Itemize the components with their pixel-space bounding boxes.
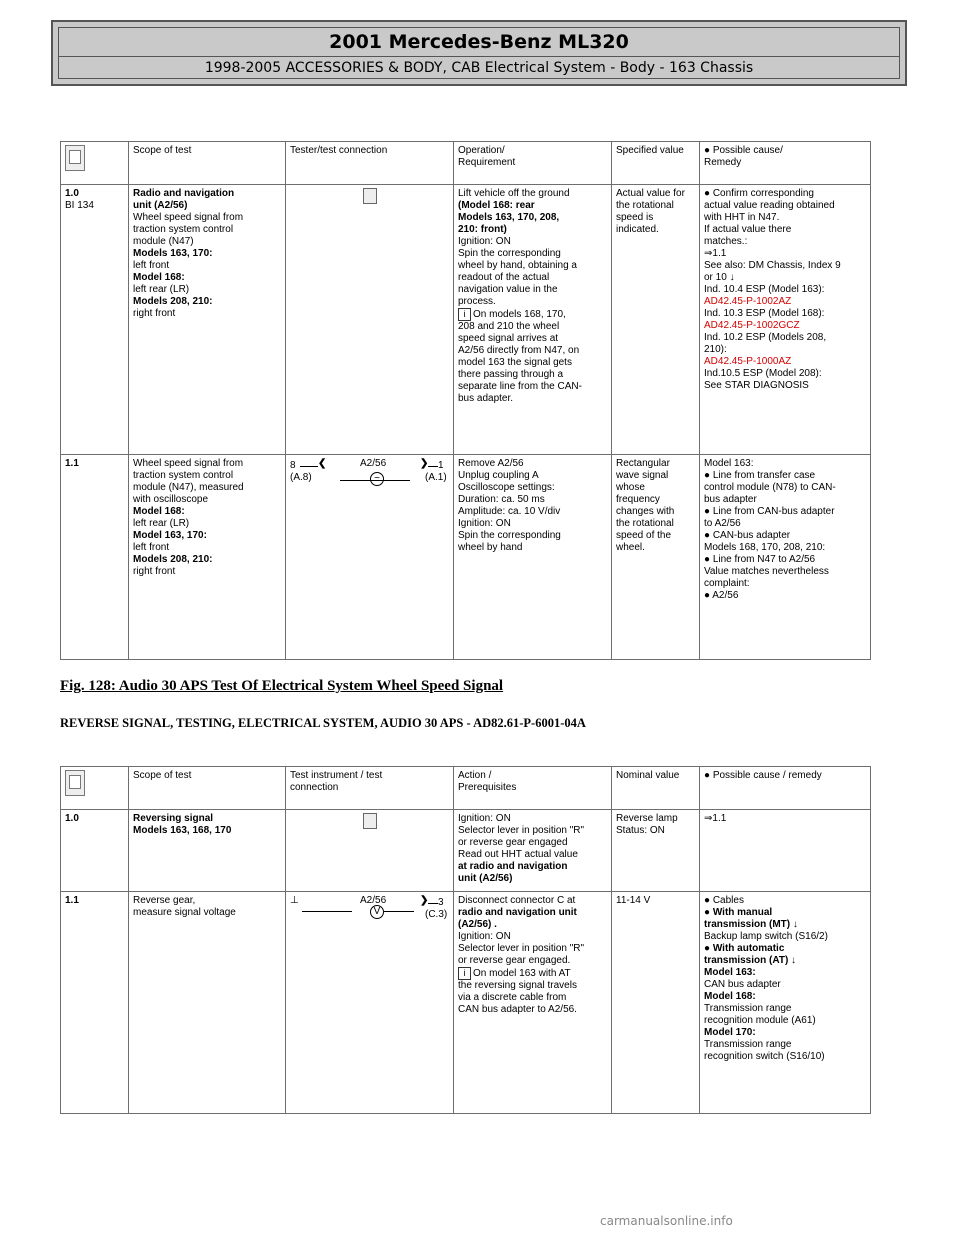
instrument-cell (286, 810, 454, 892)
row-number (61, 892, 129, 1114)
remedy-line: Transmission range (704, 1003, 792, 1014)
right-pin-sub: (A.1) (425, 472, 447, 483)
scope-line: module (N47) (133, 236, 194, 247)
connector-bracket-left: ❮ (318, 458, 327, 469)
specified-cell (612, 185, 700, 455)
remedy-line: See also: DM Chassis, Index 9 (704, 260, 841, 271)
operation-line: wheel by hand, obtaining a (458, 260, 577, 271)
scope-line: Wheel speed signal from (133, 212, 244, 223)
header-operation: Operation/ Requirement (454, 142, 612, 185)
row-num: 1.1 (65, 895, 79, 906)
action-note-line: the reversing signal travels (458, 980, 577, 992)
remedy-line: recognition module (A61) (704, 1015, 816, 1026)
note-text: On models 168, 170, (473, 309, 566, 321)
scope-line: traction system control (133, 224, 234, 235)
action-line: Disconnect connector C at (458, 895, 576, 906)
header-scope: Scope of test (129, 767, 286, 810)
left-pin-sub: (A.8) (290, 472, 312, 483)
nominal-line: Reverse lamp (616, 813, 678, 824)
operation-note-line: bus adapter. (458, 393, 514, 405)
scope-line: traction system control (133, 470, 234, 481)
right-pin-label: 1 (438, 460, 444, 471)
remedy-line: If actual value there (704, 224, 792, 235)
scope-line: Model 168: (133, 506, 185, 517)
remedy-line: Backup lamp switch (S16/2) (704, 931, 828, 942)
specified-cell (612, 455, 700, 660)
row-num: 1.0 (65, 813, 79, 824)
remedy-line: or 10 ↓ (704, 272, 735, 283)
nominal-line: Status: ON (616, 825, 665, 836)
nominal-cell (612, 892, 700, 1114)
remedy-line: Model 163: (704, 458, 754, 469)
remedy-line: with HHT in N47. (704, 212, 780, 223)
operation-note-line: 208 and 210 the wheel (458, 321, 560, 333)
scope-line: right front (133, 566, 176, 577)
scope-line: Radio and navigation (133, 188, 235, 199)
remedy-cell (700, 892, 871, 1114)
header-scope: Scope of test (129, 142, 286, 185)
remedy-line: complaint: (704, 578, 750, 589)
action-line: Selector lever in position "R" (458, 825, 585, 836)
action-note-line (458, 967, 607, 980)
action-line: radio and navigation unit (458, 907, 577, 918)
table-row (61, 455, 871, 660)
connector-bracket-right: ❯ (420, 458, 429, 469)
scope-line: left rear (LR) (133, 284, 190, 295)
remedy-line: Model 163: (704, 967, 756, 978)
row-num: 1.1 (65, 458, 79, 469)
specified-line: frequency (616, 494, 660, 505)
nominal-cell (612, 810, 700, 892)
header-icon-cell (61, 142, 129, 185)
remedy-line: ● Line from N47 to A2/56 (704, 554, 816, 565)
action-cell (454, 810, 612, 892)
table-row (61, 185, 871, 455)
operation-line: Spin the corresponding (458, 530, 561, 541)
specified-line: changes with (616, 506, 675, 517)
connection-diagram (290, 458, 449, 518)
specified-line: the rotational (616, 200, 674, 211)
specified-line: whose (616, 482, 645, 493)
left-pin-label: 8 (290, 460, 296, 471)
document-header (51, 20, 907, 86)
scope-line: Reverse gear, (133, 895, 196, 906)
ground-symbol: ⊥ (290, 895, 299, 906)
table-row (61, 892, 871, 1114)
operation-line: process. (458, 296, 496, 307)
specified-line: Rectangular (616, 458, 670, 469)
header-action: Action / Prerequisites (454, 767, 612, 810)
scope-line: Models 163, 170: (133, 248, 213, 259)
scope-line: left rear (LR) (133, 518, 190, 529)
operation-line: Remove A2/56 (458, 458, 524, 469)
remedy-cell (700, 455, 871, 660)
scope-cell (129, 810, 286, 892)
operation-line: Duration: ca. 50 ms (458, 494, 545, 505)
action-cell (454, 892, 612, 1114)
document-icon (65, 770, 85, 796)
remedy-cell (700, 185, 871, 455)
operation-note-line: A2/56 directly from N47, on (458, 345, 580, 357)
scope-line: Models 208, 210: (133, 296, 213, 307)
wheel-speed-test-table (60, 141, 871, 660)
wire-line (300, 466, 318, 467)
action-line: or reverse gear engaged. (458, 955, 571, 966)
remedy-line: Ind. 10.3 ESP (Model 168): (704, 308, 825, 319)
table-header-row (61, 142, 871, 185)
specified-line: wave signal (616, 470, 669, 481)
operation-line: Spin the corresponding (458, 248, 561, 259)
operation-line: Lift vehicle off the ground (458, 188, 570, 199)
specified-line: Actual value for (616, 188, 685, 199)
remedy-line: ● Line from CAN-bus adapter (704, 506, 835, 517)
remedy-line: transmission (MT) ↓ (704, 919, 798, 930)
remedy-line: Ind. 10.4 ESP (Model 163): (704, 284, 825, 295)
operation-line: Unplug coupling A (458, 470, 539, 481)
specified-line: indicated. (616, 224, 659, 235)
scope-line: Models 163, 168, 170 (133, 825, 232, 836)
specified-line: speed is (616, 212, 654, 223)
operation-line: (Model 168: rear (458, 200, 535, 211)
remedy-line: bus adapter (704, 494, 757, 505)
connector-label: A2/56 (360, 458, 387, 469)
operation-note-line (458, 308, 607, 321)
remedy-line: recognition switch (S16/10) (704, 1051, 825, 1062)
scope-line: Models 208, 210: (133, 554, 213, 565)
remedy-link[interactable]: AD42.45-P-1002GCZ (704, 320, 800, 331)
remedy-line: ● With manual (704, 907, 773, 918)
header-remedy: ● Possible cause / remedy (700, 767, 871, 810)
remedy-line: matches.: (704, 236, 748, 247)
row-number (61, 810, 129, 892)
header-divider (59, 56, 899, 57)
connection-diagram (290, 895, 449, 955)
header-tester: Tester/test connection (286, 142, 454, 185)
nominal-line: 11-14 V (616, 895, 651, 906)
tester-icon (363, 188, 377, 204)
wire-line (428, 903, 438, 904)
header-frame (58, 27, 900, 79)
scope-cell (129, 185, 286, 455)
scope-line: measure signal voltage (133, 907, 236, 918)
note-text: On model 163 with AT (473, 968, 571, 980)
operation-note-line: separate line from the CAN- (458, 381, 582, 393)
remedy-line: ● Confirm corresponding (704, 188, 814, 199)
action-line: or reverse gear engaged (458, 837, 568, 848)
remedy-line: Ind. 10.2 ESP (Models 208, (704, 332, 827, 343)
remedy-line: See STAR DIAGNOSIS (704, 380, 809, 391)
operation-line: navigation value in the (458, 284, 558, 295)
header-specified: Specified value (612, 142, 700, 185)
tester-icon (363, 813, 377, 829)
remedy-link[interactable]: AD42.45-P-1000AZ (704, 356, 792, 367)
action-line: Ignition: ON (458, 813, 511, 824)
row-num: 1.0 (65, 188, 79, 199)
tester-cell (286, 185, 454, 455)
action-line: (A2/56) . (458, 919, 497, 930)
specified-line: the rotational (616, 518, 674, 529)
scope-line: right front (133, 308, 176, 319)
remedy-line: actual value reading obtained (704, 200, 835, 211)
reverse-signal-test-table (60, 766, 871, 1114)
probe-line (384, 911, 414, 912)
action-line: Read out HHT actual value (458, 849, 578, 860)
remedy-line: CAN bus adapter (704, 979, 781, 990)
remedy-cell (700, 810, 871, 892)
row-number (61, 185, 129, 455)
action-line: Ignition: ON (458, 931, 511, 942)
header-subtitle: 1998-2005 ACCESSORIES & BODY, CAB Electrical System - Body - 163 Chassis (204, 60, 754, 76)
scope-line: left front (133, 260, 170, 271)
tester-cell (286, 455, 454, 660)
remedy-line: Value matches nevertheless (704, 566, 829, 577)
header-remedy: ● Possible cause/ Remedy (700, 142, 871, 185)
scope-line: module (N47), measured (133, 482, 244, 493)
header-nominal: Nominal value (612, 767, 700, 810)
watermark: carmanualsonline.info (600, 1214, 733, 1228)
remedy-line: 210): (704, 344, 727, 355)
operation-line: Ignition: ON (458, 518, 511, 529)
scope-line: Reversing signal (133, 813, 214, 824)
action-line: unit (A2/56) (458, 873, 513, 884)
connector-bracket-right: ❯ (420, 895, 429, 906)
remedy-line: ● A2/56 (704, 590, 739, 601)
operation-line: readout of the actual (458, 272, 550, 283)
scope-line: Wheel speed signal from (133, 458, 244, 469)
right-pin-label: 3 (438, 897, 444, 908)
oscilloscope-icon: ~ (370, 472, 384, 486)
operation-line: Oscilloscope settings: (458, 482, 555, 493)
operation-note-line: speed signal arrives at (458, 333, 559, 345)
remedy-line: control module (N78) to CAN- (704, 482, 836, 493)
operation-note-line: there passing through a (458, 369, 564, 381)
remedy-line: transmission (AT) ↓ (704, 955, 797, 966)
operation-line: Ignition: ON (458, 236, 511, 247)
scope-cell (129, 455, 286, 660)
specified-line: wheel. (616, 542, 645, 553)
operation-line: Models 163, 170, 208, (458, 212, 560, 223)
remedy-link[interactable]: AD42.45-P-1002AZ (704, 296, 792, 307)
operation-line: 210: front) (458, 224, 507, 235)
remedy-line: ● With automatic (704, 943, 785, 954)
header-title: 2001 Mercedes-Benz ML320 (329, 31, 629, 53)
remedy-line: ⇒1.1 (704, 813, 727, 824)
operation-note-line: model 163 the signal gets (458, 357, 572, 369)
info-icon: i (458, 308, 471, 321)
wire-line (428, 466, 438, 467)
scope-line: left front (133, 542, 170, 553)
row-number (61, 455, 129, 660)
probe-line (302, 911, 352, 912)
remedy-line: Ind.10.5 ESP (Model 208): (704, 368, 822, 379)
remedy-line: ● CAN-bus adapter (704, 530, 791, 541)
voltmeter-icon: V (370, 905, 384, 919)
figure-caption: Fig. 128: Audio 30 APS Test Of Electrical System Wheel Speed Signal (60, 678, 504, 694)
scope-line: unit (A2/56) (133, 200, 188, 211)
remedy-line: ● Cables (704, 895, 744, 906)
scope-cell (129, 892, 286, 1114)
document-icon (65, 145, 85, 171)
remedy-line: Model 168: (704, 991, 756, 1002)
table-header-row (61, 767, 871, 810)
header-instrument: Test instrument / test connection (286, 767, 454, 810)
remedy-line: Models 168, 170, 208, 210: (704, 542, 826, 553)
specified-line: speed of the (616, 530, 672, 541)
info-icon: i (458, 967, 471, 980)
operation-cell (454, 455, 612, 660)
operation-line: Amplitude: ca. 10 V/div (458, 506, 561, 517)
right-pin-sub: (C.3) (425, 909, 448, 920)
remedy-line: Model 170: (704, 1027, 756, 1038)
row-code: BI 134 (65, 200, 94, 211)
action-note-line: CAN bus adapter to A2/56. (458, 1004, 577, 1016)
action-note-line: via a discrete cable from (458, 992, 567, 1004)
remedy-line: ● Line from transfer case (704, 470, 816, 481)
connector-label: A2/56 (360, 895, 387, 906)
instrument-cell (286, 892, 454, 1114)
scope-line: Model 163, 170: (133, 530, 207, 541)
action-line: Selector lever in position "R" (458, 943, 585, 954)
header-icon-cell (61, 767, 129, 810)
action-line: at radio and navigation (458, 861, 568, 872)
operation-cell (454, 185, 612, 455)
scope-line: Model 168: (133, 272, 185, 283)
section-title: REVERSE SIGNAL, TESTING, ELECTRICAL SYSTEM, AUDIO 30 APS - AD82.61-P-6001-04A (60, 716, 586, 730)
remedy-line: Transmission range (704, 1039, 792, 1050)
operation-line: wheel by hand (458, 542, 523, 553)
remedy-line: to A2/56 (704, 518, 741, 529)
scope-line: with oscilloscope (133, 494, 209, 505)
table-row (61, 810, 871, 892)
remedy-line: ⇒1.1 (704, 248, 727, 259)
